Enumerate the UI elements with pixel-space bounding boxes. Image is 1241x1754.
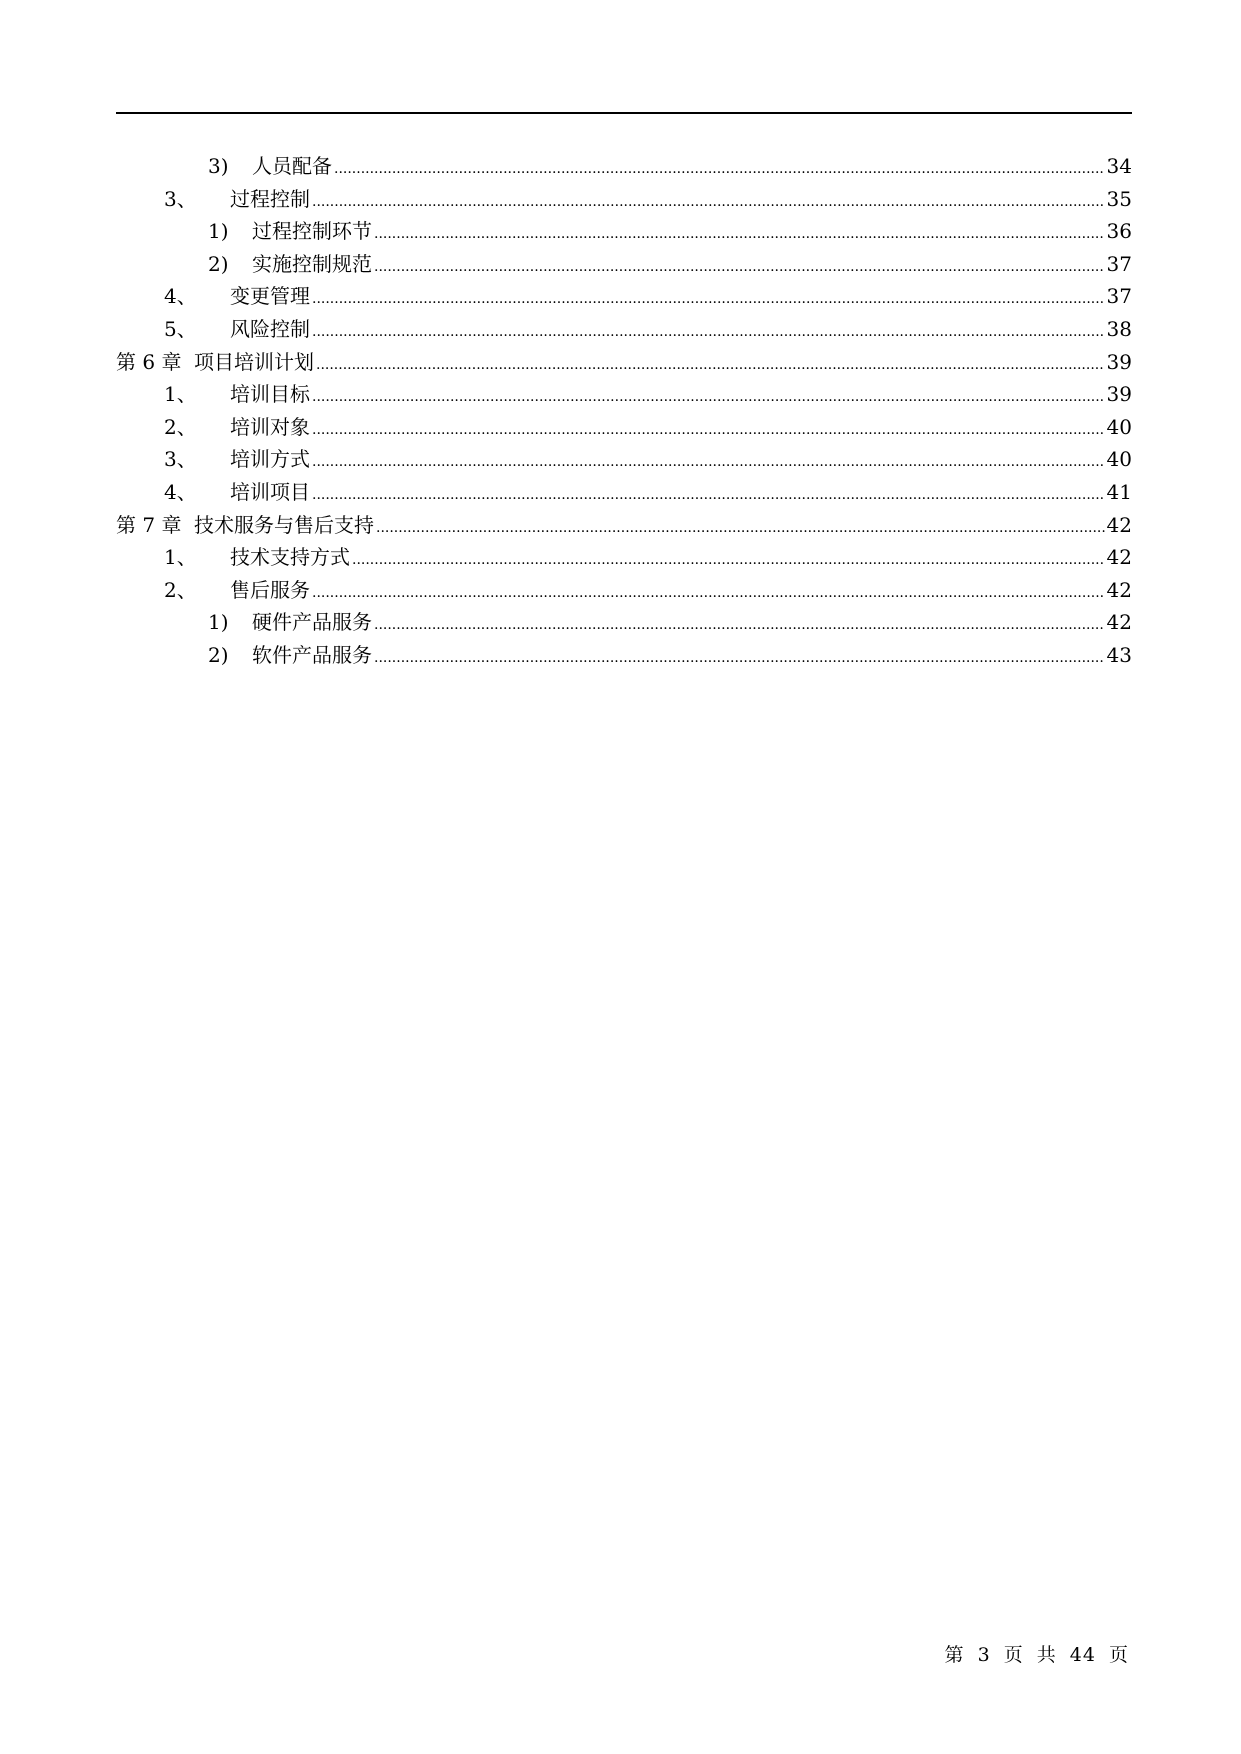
toc-entry-number: 2) [208,251,229,276]
toc-dot-leader [374,609,1105,642]
toc-entry-page: 42 [1106,577,1132,602]
toc-entry[interactable] [116,248,1132,281]
toc-entry-number: 2、 [164,414,197,439]
toc-dot-leader [376,512,1105,545]
toc-entry-number: 4、 [164,479,197,504]
toc-entry-page: 37 [1106,251,1132,276]
toc-dot-leader [374,251,1105,284]
toc-entry[interactable] [116,443,1132,476]
toc-chapter-title: 项目培训计划 [194,349,314,374]
toc-entry[interactable] [116,215,1132,248]
toc-chapter-number: 第 6 章 [116,349,182,374]
toc-dot-leader [312,283,1105,316]
toc-entry-title: 售后服务 [230,577,310,602]
toc-entry-page: 34 [1106,154,1132,178]
toc-entry[interactable] [116,476,1132,509]
page-footer: 第 3 页 共 44 页 [944,1644,1129,1666]
toc-chapter-entry[interactable] [116,509,1132,542]
toc-entry-number: 3、 [164,447,197,472]
toc-entry-page: 37 [1106,284,1132,309]
toc-entry-title: 硬件产品服务 [252,610,372,635]
toc-entry-number: 3、 [164,186,197,211]
toc-entry-number: 2) [208,642,229,667]
toc-entry-page: 38 [1106,316,1132,341]
toc-entry-page: 36 [1106,219,1132,244]
toc-entry-number: 1) [208,219,229,244]
toc-entry-title: 技术支持方式 [230,545,350,570]
toc-entry[interactable] [116,150,1132,183]
toc-entry-title: 变更管理 [230,284,310,309]
toc-entry-title: 培训项目 [230,479,310,504]
toc-entry-number: 1、 [164,545,197,570]
toc-entry-title: 培训方式 [230,447,310,472]
toc-entry[interactable] [116,606,1132,639]
toc-entry-page: 35 [1106,186,1132,211]
toc-dot-leader [312,479,1105,512]
toc-entry-number: 4、 [164,284,197,309]
toc-entry[interactable] [116,541,1132,574]
toc-entry-page: 41 [1106,479,1132,504]
toc-entry-title: 人员配备 [252,154,332,178]
toc-entry-title: 过程控制环节 [252,219,372,244]
toc-entry-page: 39 [1106,382,1132,407]
toc-entry-title: 实施控制规范 [252,251,372,276]
toc-entry[interactable] [116,411,1132,444]
toc-chapter-title: 技术服务与售后支持 [194,512,374,537]
toc-entry[interactable] [116,183,1132,216]
toc-entry-page: 40 [1106,414,1132,439]
toc-entry[interactable] [116,574,1132,607]
toc-entry-title: 风险控制 [230,316,310,341]
toc-entry-number: 2、 [164,577,197,602]
toc-entry-title: 培训目标 [230,382,310,407]
toc-entry[interactable] [116,639,1132,672]
toc-entry-number: 3) [208,154,229,178]
toc-entry[interactable] [116,313,1132,346]
table-of-contents [116,150,1132,672]
toc-dot-leader [312,381,1105,414]
toc-dot-leader [352,544,1105,577]
toc-entry-title: 过程控制 [230,186,310,211]
toc-entry-page: 42 [1106,610,1132,635]
toc-dot-leader [312,316,1105,349]
toc-chapter-entry[interactable] [116,346,1132,379]
toc-entry[interactable] [116,378,1132,411]
toc-dot-leader [334,153,1105,186]
toc-entry-page: 42 [1106,545,1132,570]
toc-entry-number: 5、 [164,316,197,341]
toc-entry-page: 40 [1106,447,1132,472]
toc-dot-leader [374,218,1105,251]
toc-chapter-number: 第 7 章 [116,512,182,537]
toc-entry-title: 软件产品服务 [252,642,372,667]
toc-entry-title: 培训对象 [230,414,310,439]
header-rule [116,112,1132,114]
toc-entry-page: 42 [1106,512,1132,537]
toc-dot-leader [312,414,1105,447]
toc-dot-leader [316,349,1105,382]
toc-entry-page: 39 [1106,349,1132,374]
toc-entry-number: 1、 [164,382,197,407]
toc-dot-leader [312,186,1105,219]
toc-entry-number: 1) [208,610,229,635]
toc-dot-leader [312,577,1105,610]
toc-dot-leader [374,642,1105,675]
toc-entry-page: 43 [1106,642,1132,667]
toc-dot-leader [312,446,1105,479]
toc-entry[interactable] [116,280,1132,313]
